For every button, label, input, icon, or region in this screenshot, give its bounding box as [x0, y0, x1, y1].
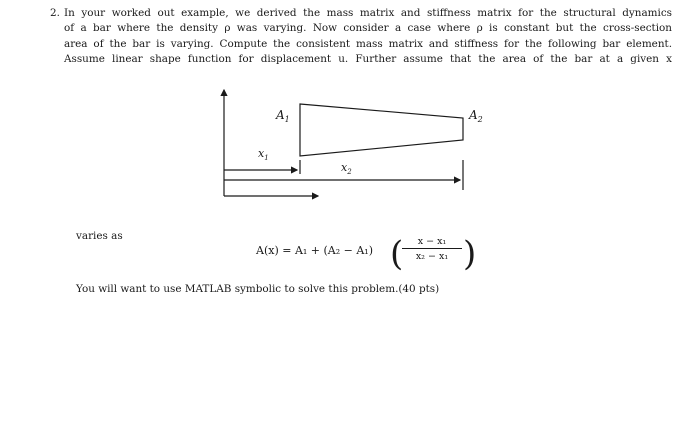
- equation-lhs: A(x) = A₁ + (A₂ − A₁): [256, 244, 374, 257]
- equation-close-paren: ): [463, 234, 477, 274]
- footer-instruction: You will want to use MATLAB symbolic to solve this problem.(40 pts): [76, 283, 440, 295]
- label-x1: $x_1$: [258, 147, 269, 162]
- fraction-numerator: x − x₁: [402, 236, 462, 249]
- problem-number: 2.: [50, 7, 60, 19]
- problem-line-1: In your worked out example, we derived the mass matrix and stiffness matrix for the structural dynamics: [64, 7, 672, 19]
- fraction-denominator: x₂ − x₁: [415, 251, 449, 262]
- label-x2: $x_2$: [341, 161, 352, 176]
- tapered-bar-shape: [300, 104, 463, 156]
- area-equation: [256, 234, 496, 278]
- problem-line-4: Assume linear shape function for displacement u. Further assume that the area of the bar at a given x: [64, 53, 672, 66]
- problem-line-2: of a bar where the density ρ was varying. Now consider a case where ρ is constant but the cross-section: [64, 22, 672, 35]
- equation-open-paren: (: [390, 234, 404, 274]
- varies-as-text: varies as: [76, 230, 123, 242]
- equation-fraction: [402, 236, 462, 262]
- label-a1: $A_1$: [276, 108, 290, 124]
- problem-line-3: area of the bar is varying. Compute the consistent mass matrix and stiffness for the following bar element.: [64, 37, 672, 50]
- label-a2: $A_2$: [469, 108, 483, 124]
